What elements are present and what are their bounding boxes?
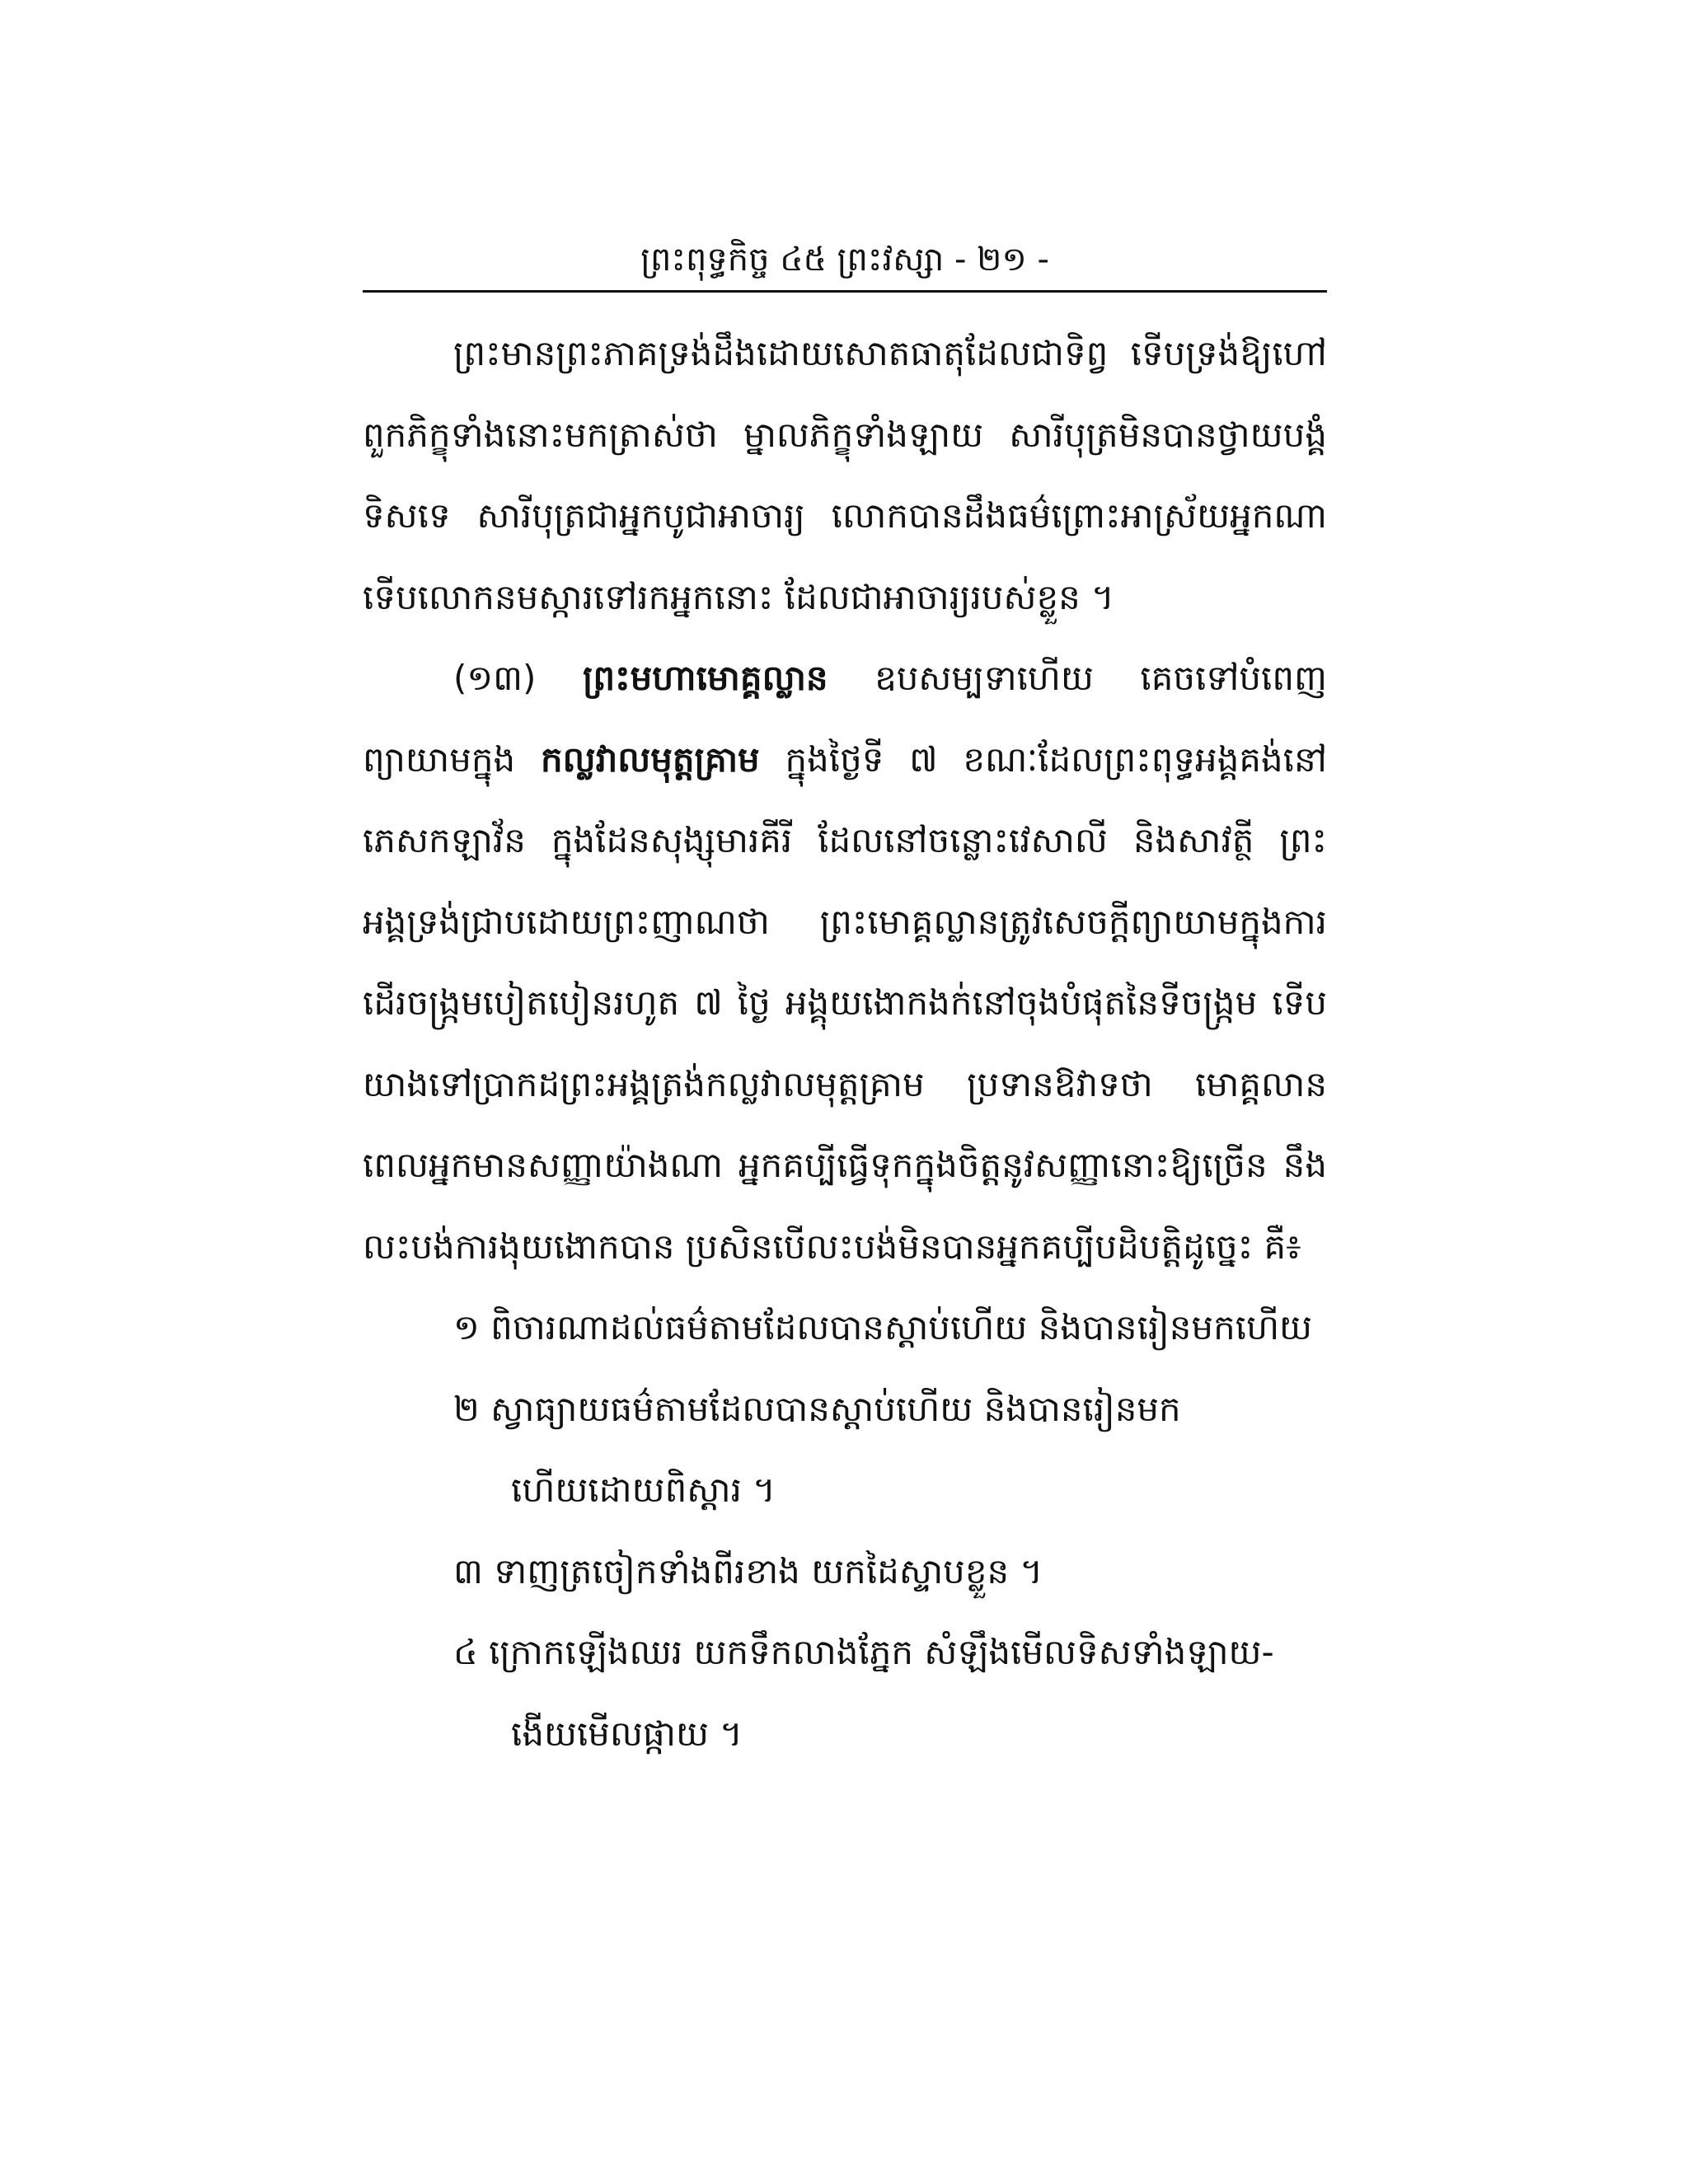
paragraph-number: (១៣) [453, 658, 537, 698]
paragraph-2-line-2 [363, 719, 1327, 801]
paragraph-2-line-5: ដើរចង្ក្រមបៀតបៀនរហូត ៧ ថ្ងៃ អង្គុយងោកងក់នៅចុងបំផុតនៃទីចង្ក្រម ទើប [363, 982, 1327, 1023]
paragraph-2-line-2-after: ក្នុងថ្ងៃទី ៧ ខណៈដែលព្រះពុទ្ធអង្គគង់នៅ [785, 738, 1327, 780]
paragraph-1-line-3: ទិសទេ សារីបុត្រជាអ្នកបូជាអាចារ្យ លោកបានដឹងធម៌ព្រោះអាស្រ័យអ្នកណា [363, 495, 1327, 536]
paragraph-2-line-3: ភេសកឡាវ័ន ក្នុងដែនសុង្សុមារគីរី ដែលនៅចន្លោះវេសាលី និងសាវត្ថី ព្រះ [363, 820, 1327, 860]
paragraph-1-line-1: ព្រះមានព្រះភាគទ្រង់ដឹងដោយសោតធាតុដែលជាទិព្វ ទើបទ្រង់ឱ្យហៅ [453, 333, 1327, 373]
list-item-4: ៤ ក្រោកឡើងឈរ យកទឹកលាងភ្នែក សំឡឹងមើលទិសទាំងឡាយ- [453, 1632, 1274, 1672]
paragraph-2-line-1 [363, 638, 1327, 719]
list-item-1: ១ ពិចារណាដល់ធម៌តាមដែលបានស្តាប់ហើយ និងបានរៀនមកហើយ [453, 1307, 1313, 1347]
paragraph-1-line-4: ទើបលោកនមស្ការទៅរកអ្នកនោះ ដែលជាអាចារ្យរបស់ខ្លួន ។ [363, 576, 1114, 617]
paragraph-2-line-6: យាងទៅប្រាកដព្រះអង្គត្រង់កល្លវាលមុត្តគ្រាម ប្រទានឱវាទថា មោគ្គលាន [363, 1063, 1327, 1104]
paragraph-2-line-2-before: ព្យាយាមក្នុង [363, 738, 516, 780]
running-header: ព្រះពុទ្ធកិច្ច ៤៥ ព្រះវស្សា - ២១ - [640, 241, 1049, 279]
bold-place: កល្លវាលមុត្តគ្រាម [540, 738, 760, 780]
paragraph-2-line-4: អង្គទ្រង់ជ្រាបដោយព្រះញាណថា ព្រះមោគ្គល្លានត្រូវសេចក្តីព្យាយាមក្នុងការ [363, 901, 1327, 942]
header-rule [363, 290, 1327, 293]
paragraph-2-line-8: លះបង់ការងុយងោកបាន ប្រសិនបើលះបង់មិនបានអ្នកគប្បីបដិបត្តិដូច្នេះ គឺ៖ [363, 1226, 1301, 1267]
list-item-2: ២ ស្វាធ្យាយធម៌តាមដែលបានស្តាប់ហើយ និងបានរៀនមក [453, 1388, 1181, 1429]
bold-name: ព្រះមហាមោគ្គល្លាន [582, 658, 828, 698]
paragraph-1-line-2: ពួកភិក្ខុទាំងនោះមកត្រាស់ថា ម្នាលភិក្ខុទាំងឡាយ សារីបុត្រមិនបានថ្វាយបង្គំ [363, 414, 1327, 455]
list-item-3: ៣ ទាញត្រចៀកទាំងពីរខាង យកដៃស្ទាបខ្លួន ។ [453, 1550, 1043, 1591]
paragraph-2-line-7: ពេលអ្នកមានសញ្ញាយ៉ាងណា អ្នកគប្បីធ្វើទុកក្នុងចិត្តនូវសញ្ញានោះឱ្យច្រើន នឹង [363, 1145, 1327, 1185]
paragraph-2-line-1-rest: ឧបសម្បទាហើយ គេចទៅបំពេញ [874, 658, 1327, 698]
body-text [363, 313, 1327, 1774]
list-item-2-continued: ហើយដោយពិស្តារ ។ [511, 1469, 776, 1510]
list-item-4-continued: ងើយមើលផ្កាយ ។ [511, 1713, 743, 1754]
